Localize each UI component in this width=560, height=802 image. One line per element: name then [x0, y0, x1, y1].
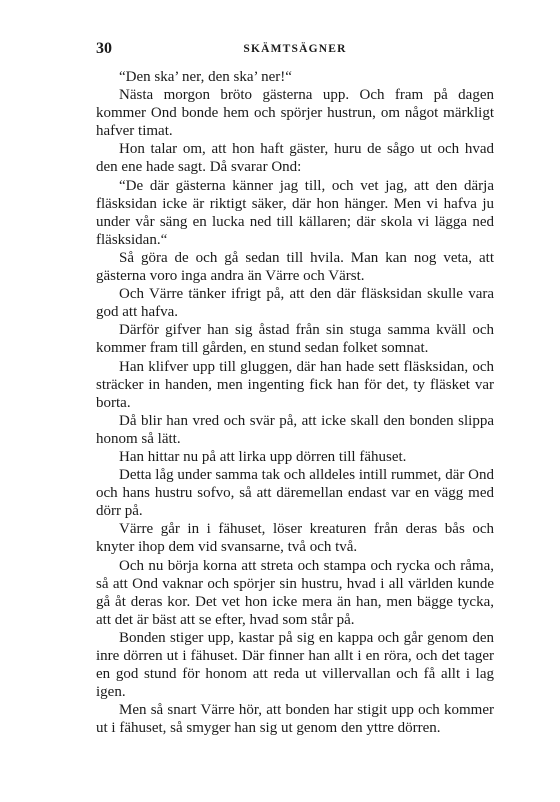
running-head: SKÄMTSÄGNER	[243, 43, 347, 55]
paragraph: Hon talar om, att hon haft gäster, huru de sågo ut och hvad den ene hade sagt. Då svarar Ond:	[96, 141, 494, 176]
paragraph: Han klifver upp till gluggen, där han hade sett fläsksidan, och sträcker in handen, men ingenting fick han för det, ty fläsket var borta.	[96, 358, 494, 411]
page-number: 30	[96, 40, 112, 57]
paragraph: Han hittar nu på att lirka upp dörren till fähuset.	[119, 448, 407, 465]
paragraph: Då blir han vred och svär på, att icke skall den bonden slippa honom så lätt.	[96, 412, 494, 447]
page-header	[96, 40, 494, 62]
paragraph: Så göra de och gå sedan till hvila. Man kan nog veta, att gästerna voro inga andra än Värre och Värst.	[96, 249, 494, 285]
paragraph: Värre går in i fähuset, löser kreaturen från deras bås och knyter ihop dem vid svansarne, två och två.	[96, 521, 494, 556]
paragraph: Nästa morgon bröto gästerna upp. Och fram på dagen kommer Ond bonde hem och spörjer hustrun, om något märkligt hafver timat.	[96, 87, 494, 140]
paragraph: Men så snart Värre hör, att bonden har stigit upp och kommer ut i fähuset, så smyger han sig ut genom den yttre dörren.	[96, 702, 494, 737]
paragraph: “De där gästerna känner jag till, och vet jag, att den därja fläsksidan icke är riktigt säker, där hon hänger. Men vi hafva ju under vår säng en lucka ned till källaren; där skola vi lägga ned fläsksidan.“	[96, 177, 494, 248]
paragraph: Detta låg under samma tak och alldeles intill rummet, där Ond och hans hustru sofvo, så att däremellan endast var en vägg med dörr på.	[96, 467, 494, 520]
body-text	[96, 68, 494, 737]
paragraph: Bonden stiger upp, kastar på sig en kappa och går genom den inre dörren ut i fähuset. Där finner han allt i en röra, och det tager en god stund för honom att reda ut villervallan och få allt i lag igen.	[96, 629, 494, 701]
paragraph: Därför gifver han sig åstad från sin stuga samma kväll och kommer fram till gården, en stund sedan folket somnat.	[96, 322, 494, 357]
paragraph: Och nu börja korna att streta och stampa och rycka och råma, så att Ond vaknar och spörjer sin hustru, hvad i all världen kunde gå åt deras kor. Det vet hon icke mera än han, men bägge tycka, att det är bäst att se efter, hvad som står på.	[96, 557, 494, 628]
paragraph: Och Värre tänker ifrigt på, att den där fläsksidan skulle vara god att hafva.	[96, 286, 494, 321]
paragraph: “Den ska’ ner, den ska’ ner!“	[119, 69, 292, 85]
